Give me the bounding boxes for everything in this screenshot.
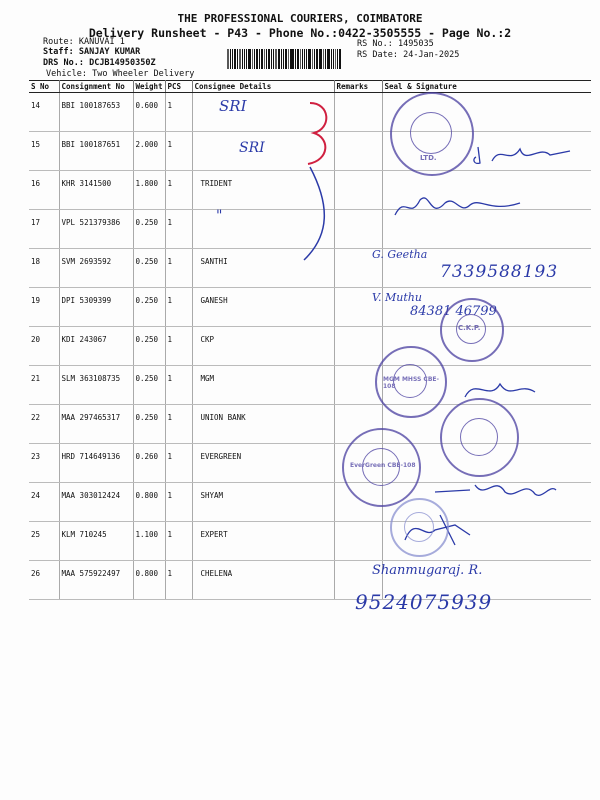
cell-consignee: SANTHI [192, 249, 334, 288]
evergreen-seal-stamp: EverGreen CBE-108 [342, 428, 421, 507]
rs-date-value: 24-Jan-2025 [403, 50, 460, 60]
rs-no-line [357, 39, 434, 50]
column-header: Consignment No [59, 81, 133, 93]
barcode-bar [275, 49, 278, 69]
cell-pcs: 1 [165, 210, 192, 249]
cell-weight: 0.600 [133, 93, 165, 132]
barcode-bar [271, 49, 272, 69]
cell-pcs: 1 [165, 171, 192, 210]
barcode-bar [234, 49, 237, 69]
cell-weight: 0.260 [133, 444, 165, 483]
ckp-seal-stamp: C.K.P. [440, 298, 504, 362]
column-header: Seal & Signature [382, 81, 591, 93]
round-seal-stamp [440, 398, 519, 477]
cell-pcs: 1 [165, 366, 192, 405]
barcode-bar [316, 49, 318, 69]
cell-weight: 0.250 [133, 210, 165, 249]
column-header: PCS [165, 81, 192, 93]
barcode-bar [304, 49, 306, 69]
cell-sno: 22 [29, 405, 59, 444]
barcode-bar [337, 49, 338, 69]
barcode-bar [254, 49, 255, 69]
barcode-bar [339, 49, 341, 69]
barcode-bar [268, 49, 270, 69]
cell-pcs: 1 [165, 327, 192, 366]
barcode-bar [227, 49, 229, 69]
barcode-bar [256, 49, 258, 69]
table-row [29, 288, 591, 327]
cell-weight: 0.800 [133, 483, 165, 522]
cell-sno: 19 [29, 288, 59, 327]
cell-sno: 18 [29, 249, 59, 288]
cell-consignee: MGM [192, 366, 334, 405]
barcode-bar [281, 49, 282, 69]
rs-date-line [357, 50, 459, 61]
faint-seal-stamp [390, 498, 449, 557]
vehicle-value: Two Wheeler Delivery [92, 69, 195, 79]
cell-cons: KLM 710245 [59, 522, 133, 561]
cell-weight: 0.250 [133, 327, 165, 366]
barcode-bar [325, 49, 326, 69]
cell-consignee: UNION BANK [192, 405, 334, 444]
cell-sno: 23 [29, 444, 59, 483]
rs-date-label: RS Date: [357, 50, 398, 60]
barcode-bar [302, 49, 303, 69]
barcode-bar [308, 49, 311, 69]
barcode-bar [319, 49, 320, 69]
barcode-bar [295, 49, 296, 69]
rs-no-label: RS No.: [357, 39, 393, 49]
cell-pcs: 1 [165, 522, 192, 561]
blue-stroke-mark [300, 165, 330, 265]
cell-remarks [334, 522, 382, 561]
barcode-bar [300, 49, 301, 69]
cell-consignee: SHYAM [192, 483, 334, 522]
handwriting-name-19: V. Muthu [372, 291, 422, 304]
mgm-seal-stamp: MGM MHSS CBE-108 [375, 346, 447, 418]
route-value: KANUVAI 1 [78, 37, 125, 47]
cell-cons: KDI 243067 [59, 327, 133, 366]
cell-cons: KHR 3141500 [59, 171, 133, 210]
drs-value: DCJB14950350Z [89, 58, 156, 68]
signature-24 [430, 470, 560, 510]
barcode-bar [244, 49, 245, 69]
barcode-bar [237, 49, 238, 69]
barcode-bar [248, 49, 251, 69]
cell-consignee: CHELENA [192, 561, 334, 600]
barcode-bar [314, 49, 315, 69]
cell-weight: 2.000 [133, 132, 165, 171]
cell-weight: 1.800 [133, 171, 165, 210]
signature-17 [390, 185, 530, 225]
cell-pcs: 1 [165, 93, 192, 132]
staff-line [43, 47, 140, 58]
cell-consignee: TRIDENT [192, 171, 334, 210]
cell-weight: 0.250 [133, 288, 165, 327]
column-header: Weight [133, 81, 165, 93]
cell-sno: 26 [29, 561, 59, 600]
cell-pcs: 1 [165, 405, 192, 444]
barcode [227, 49, 342, 69]
barcode-bar [333, 49, 335, 69]
barcode-bar [283, 49, 284, 69]
cell-pcs: 1 [165, 561, 192, 600]
barcode-bar [264, 49, 265, 69]
barcode-bar [259, 49, 260, 69]
cell-remarks [334, 132, 382, 171]
cell-cons: MAA 303012424 [59, 483, 133, 522]
vehicle-line [46, 69, 194, 80]
barcode-bar [252, 49, 253, 69]
cell-cons: BBI 100187651 [59, 132, 133, 171]
cell-sno: 24 [29, 483, 59, 522]
cell-weight: 0.250 [133, 249, 165, 288]
staff-label: Staff: [43, 47, 74, 57]
barcode-bar [266, 49, 267, 69]
barcode-bar [278, 49, 280, 69]
cell-remarks [334, 327, 382, 366]
cell-pcs: 1 [165, 483, 192, 522]
barcode-bar [306, 49, 307, 69]
cell-remarks [334, 93, 382, 132]
table-row [29, 561, 591, 600]
cell-pcs: 1 [165, 288, 192, 327]
cell-cons: SLM 363108735 [59, 366, 133, 405]
cell-remarks [334, 210, 382, 249]
route-label: Route: [43, 37, 74, 47]
cell-pcs: 1 [165, 249, 192, 288]
table-row [29, 522, 591, 561]
cell-sno: 21 [29, 366, 59, 405]
handwriting-ditto: " [216, 208, 223, 224]
cell-pcs: 1 [165, 444, 192, 483]
cell-cons: BBI 100187653 [59, 93, 133, 132]
barcode-bar [285, 49, 287, 69]
barcode-bar [320, 49, 322, 69]
barcode-bar [273, 49, 274, 69]
vehicle-label: Vehicle: [46, 69, 87, 79]
cell-cons: DPI 5309399 [59, 288, 133, 327]
cell-remarks [334, 171, 382, 210]
barcode-bar [290, 49, 291, 69]
company-name: THE PROFESSIONAL COURIERS, COIMBATORE [177, 12, 423, 25]
barcode-bar [288, 49, 289, 69]
table-row [29, 327, 591, 366]
barcode-bar [327, 49, 330, 69]
cell-sno: 16 [29, 171, 59, 210]
cell-cons: HRD 714649136 [59, 444, 133, 483]
handwriting-sri-2: SRI [239, 140, 265, 156]
barcode-bar [335, 49, 336, 69]
barcode-bar [246, 49, 248, 69]
handwriting-phone-18: 7339588193 [440, 262, 559, 282]
cell-sno: 25 [29, 522, 59, 561]
cell-consignee: GANESH [192, 288, 334, 327]
barcode-bar [312, 49, 313, 69]
column-header: Remarks [334, 81, 382, 93]
column-header: S No [29, 81, 59, 93]
cell-sno: 17 [29, 210, 59, 249]
cell-weight: 0.250 [133, 405, 165, 444]
table-header [29, 81, 591, 93]
cell-cons: SVM 2693592 [59, 249, 133, 288]
handwriting-phone-19: 84381 46799 [410, 304, 497, 319]
handwriting-phone-26: 9524075939 [355, 590, 493, 614]
cell-sno: 14 [29, 93, 59, 132]
cell-weight: 1.100 [133, 522, 165, 561]
cell-consignee: CKP [192, 327, 334, 366]
barcode-bar [291, 49, 294, 69]
barcode-bar [261, 49, 264, 69]
barcode-bar [230, 49, 231, 69]
staff-value: SANJAY KUMAR [78, 47, 141, 57]
red-bracket-mark [300, 98, 340, 168]
rs-no-value: 1495035 [397, 39, 434, 49]
drs-label: DRS No.: [43, 58, 84, 68]
handwriting-sri-1: SRI [219, 97, 247, 115]
barcode-bar [323, 49, 324, 69]
drs-line [43, 58, 156, 69]
barcode-bar [239, 49, 241, 69]
cell-weight: 0.250 [133, 366, 165, 405]
cell-consignee: EXPERT [192, 522, 334, 561]
barcode-bar [232, 49, 233, 69]
cell-weight: 0.800 [133, 561, 165, 600]
cell-sno: 20 [29, 327, 59, 366]
cell-sno: 15 [29, 132, 59, 171]
barcode-bar [242, 49, 243, 69]
cell-consignee: EVERGREEN [192, 444, 334, 483]
signature-15 [470, 135, 580, 175]
runsheet-title: Delivery Runsheet - P43 - Phone No.:0422-3505555 - Page No.:2 [88, 26, 512, 40]
column-header: Consignee Details [192, 81, 334, 93]
company-seal-stamp: LTD. [390, 92, 474, 176]
cell-pcs: 1 [165, 132, 192, 171]
cell-cons: MAA 297465317 [59, 405, 133, 444]
handwriting-name-26: Shanmugaraj. R. [372, 563, 483, 578]
handwriting-name-18: G. Geetha [372, 248, 428, 261]
cell-cons: VPL 521379386 [59, 210, 133, 249]
cell-cons: MAA 575922497 [59, 561, 133, 600]
barcode-bar [297, 49, 299, 69]
barcode-bar [331, 49, 332, 69]
